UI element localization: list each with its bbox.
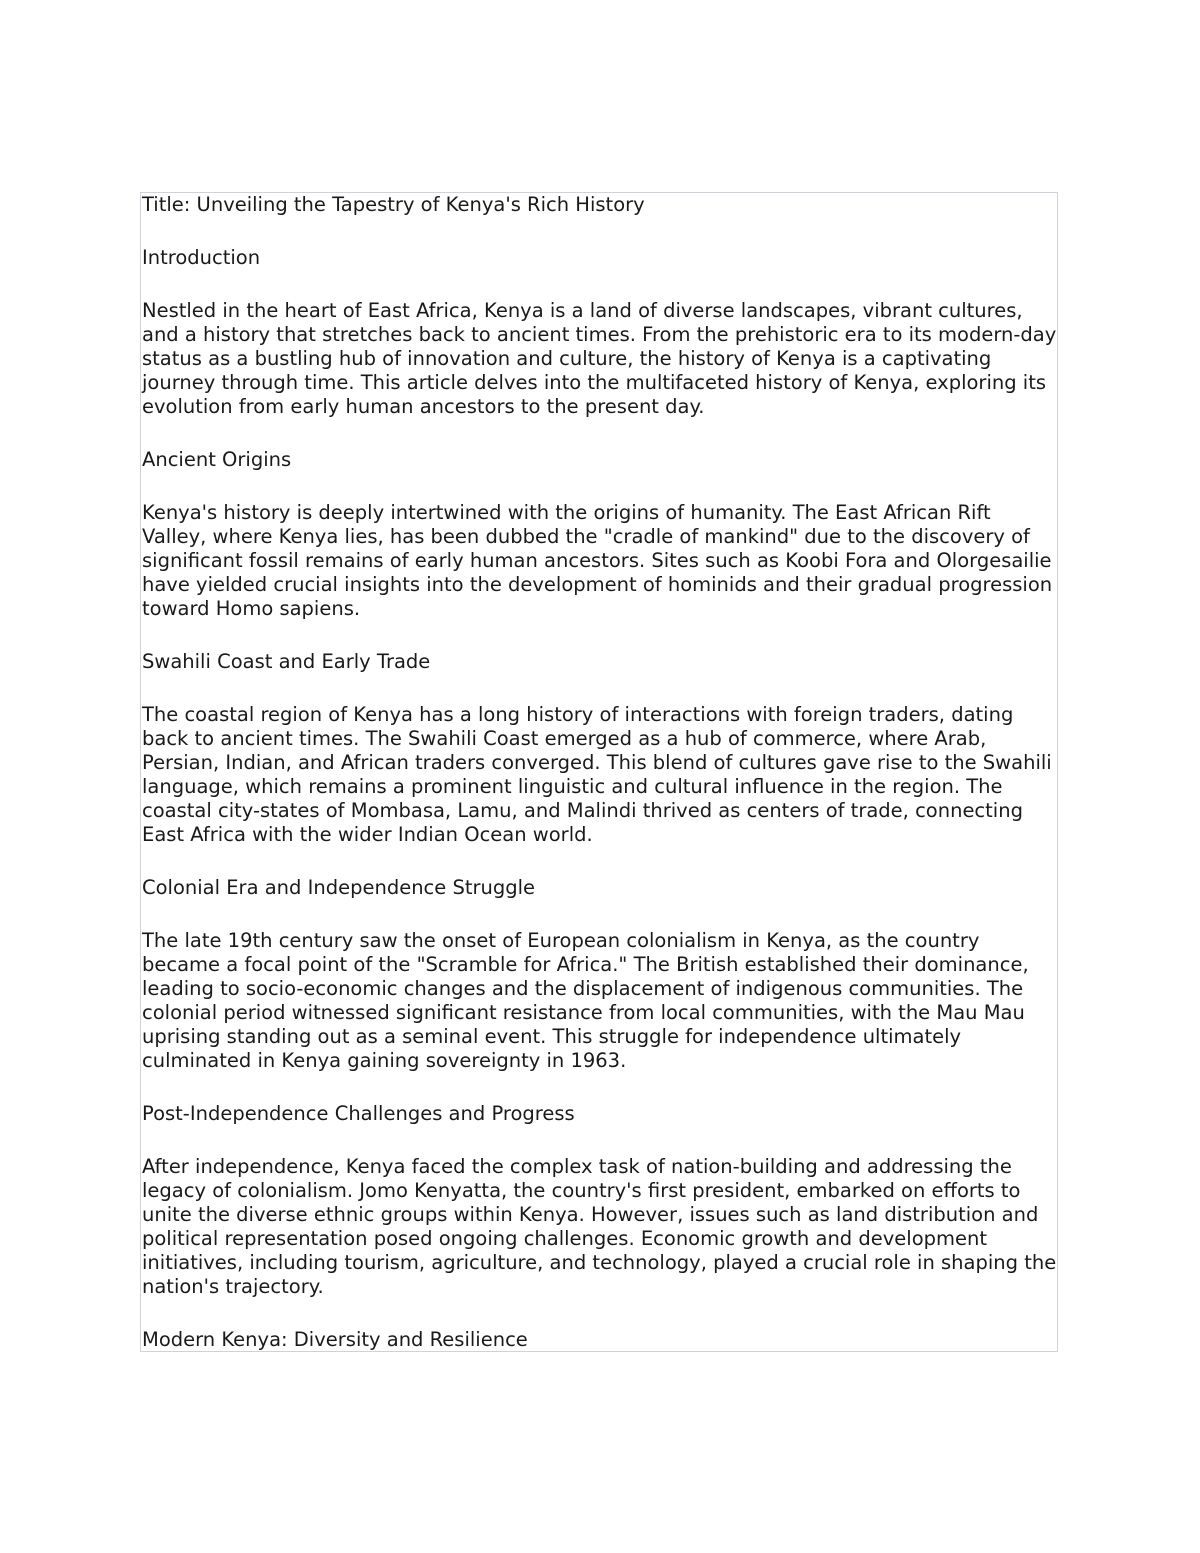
section-heading-ancient-origins: Ancient Origins — [142, 448, 292, 471]
section-heading-modern-kenya: Modern Kenya: Diversity and Resilience — [142, 1328, 528, 1351]
section-heading-swahili-coast: Swahili Coast and Early Trade — [142, 650, 431, 673]
section-heading-post-independence: Post-Independence Challenges and Progress — [142, 1102, 575, 1125]
paragraph-colonial-era: The late 19th century saw the onset of European colonialism in Kenya, as the country became a focal point of the "Scramble for Africa." The British established their dominance, leading to socio-economic changes and the displacement of indigenous communities. The colonial period witnessed significant resistance from local communities, with the Mau Mau uprising standing out as a seminal event. This struggle for independence ultimately culminated in Kenya gaining sovereignty in 1963. — [142, 929, 1035, 1072]
paragraph-swahili-coast: The coastal region of Kenya has a long history of interactions with foreign traders, dating back to ancient times. The Swahili Coast emerged as a hub of commerce, where Arab, Persian, Indian, and African traders converged. This blend of cultures gave rise to the Swahili language, which remains a prominent linguistic and cultural influence in the region. The coastal city-states of Mombasa, Lamu, and Malindi thrived as centers of trade, connecting East Africa with the wider Indian Ocean world. — [142, 703, 1058, 846]
section-heading-colonial-era: Colonial Era and Independence Struggle — [142, 876, 536, 899]
section-heading-introduction: Introduction — [142, 246, 261, 269]
paragraph-ancient-origins: Kenya's history is deeply intertwined with the origins of humanity. The East African Rift Valley, where Kenya lies, has been dubbed the "cradle of mankind" due to the discovery of significant fossil remains of early human ancestors. Sites such as Koobi Fora and Olorgesailie have yielded crucial insights into the development of hominids and their gradual progression toward Homo sapiens. — [142, 501, 1059, 620]
paragraph-post-independence: After independence, Kenya faced the complex task of nation-building and addressing the legacy of colonialism. Jomo Kenyatta, the country's first president, embarked on efforts to unite the diverse ethnic groups within Kenya. However, issues such as land distribution and political representation posed ongoing challenges. Economic growth and development initiatives, including tourism, agriculture, and technology, played a crucial role in shaping the nation's trajectory. — [142, 1155, 1063, 1298]
document-title: Title: Unveiling the Tapestry of Kenya's Rich History — [142, 193, 645, 216]
paragraph-introduction: Nestled in the heart of East Africa, Kenya is a land of diverse landscapes, vibrant cultures, and a history that stretches back to ancient times. From the prehistoric era to its modern-day status as a bustling hub of innovation and culture, the history of Kenya is a captivating journey through time. This article delves into the multifaceted history of Kenya, exploring its evolution from early human ancestors to the present day. — [142, 299, 1063, 418]
document-text-frame — [140, 192, 1063, 1352]
